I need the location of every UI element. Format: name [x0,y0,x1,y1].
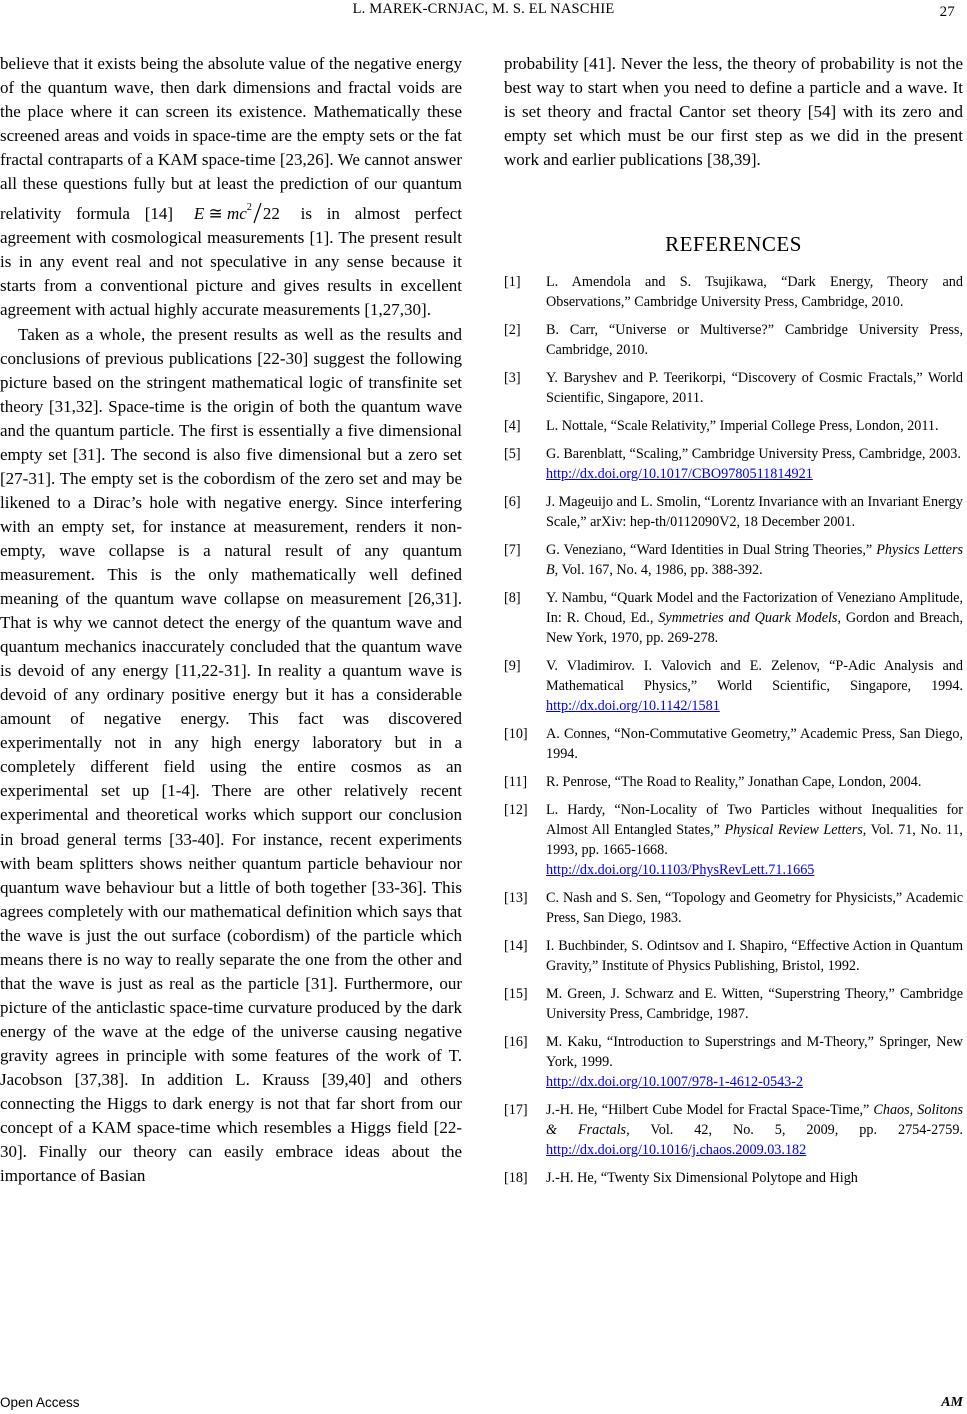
reference-number: [15] [504,986,528,1002]
reference-journal: Physical Review Letters [724,822,863,838]
reference-text: M. Green, J. Schwarz and E. Witten, “Superstring Theory,” Cambridge University Press, Cambridge, 1987. [546,986,963,1022]
reference-text: R. Penrose, “The Road to Reality,” Jonathan Cape, London, 2004. [546,774,922,790]
reference-number: [9] [504,658,521,674]
reference-item [504,724,963,764]
reference-journal: Chaos, Solitons & Fractals [546,1102,963,1138]
reference-text: Y. Baryshev and P. Teerikorpi, “Discovery of Cosmic Fractals,” World Scientific, Singapore, 2011. [546,370,963,406]
reference-number: [3] [504,370,521,386]
page-header [0,0,967,20]
reference-number: [14] [504,938,528,954]
reference-doi-link[interactable]: http://dx.doi.org/10.1142/1581 [546,698,720,714]
reference-doi-link[interactable]: http://dx.doi.org/10.1103/PhysRevLett.71.1665 [546,862,815,878]
paragraph-1 [0,52,462,323]
reference-number: [18] [504,1170,528,1186]
reference-number: [10] [504,726,528,742]
reference-number: [4] [504,418,521,434]
formula-relation: ≅ [208,204,223,224]
reference-number: [13] [504,890,528,906]
reference-item [504,1100,963,1160]
references-heading: REFERENCES [665,232,802,256]
paragraph-3: probability [41]. Never the less, the theory of probability is not the best way to start when you need to define a particle and a wave. It is set theory and fractal Cantor set theory [54] with its zero and empty set which must be our first step as we did in the present work and earlier publications [38,39]. [504,54,963,170]
reference-item [504,656,963,716]
right-column [504,52,963,172]
reference-item [504,888,963,928]
reference-doi-link[interactable]: http://dx.doi.org/10.1016/j.chaos.2009.03.182 [546,1142,807,1158]
reference-book-title: Symmetries and Quark Models [658,610,838,626]
reference-number: [7] [504,542,521,558]
reference-item [504,984,963,1024]
reference-text: L. Amendola and S. Tsujikawa, “Dark Energy, Theory and Observations,” Cambridge University Press, Cambridge, 2010. [546,274,963,310]
reference-item [504,588,963,648]
reference-item [504,772,963,792]
reference-text: L. Nottale, “Scale Relativity,” Imperial College Press, London, 2011. [546,418,939,434]
reference-text: J.-H. He, “Twenty Six Dimensional Polytope and High [546,1170,858,1186]
reference-text: C. Nash and S. Sen, “Topology and Geometry for Physicists,” Academic Press, San Diego, 1983. [546,890,963,926]
reference-number: [1] [504,274,521,290]
reference-text: M. Kaku, “Introduction to Superstrings and M-Theory,” Springer, New York, 1999. [546,1034,963,1070]
reference-number: [16] [504,1034,528,1050]
reference-text: Y. Nambu, “Quark Model and the Factorization of Veneziano Amplitude, In: R. Choud, Ed., [546,590,963,626]
reference-item [504,416,963,436]
page-number: 27 [939,4,955,20]
formula-fraction-slash-icon [253,202,262,224]
reference-item [504,1032,963,1092]
reference-item [504,368,963,408]
reference-details: , Vol. 71, No. 11, 1993, pp. 1665-1668. [546,822,963,858]
reference-number: [11] [504,774,528,790]
reference-text: G. Barenblatt, “Scaling,” Cambridge University Press, Cambridge, 2003. [546,446,961,462]
reference-text: J. Mageuijo and L. Smolin, “Lorentz Invariance with an Invariant Energy Scale,” arXiv: hep-th/0112090V2, 18 December 2001. [546,494,963,530]
paragraph-1-text-b: is in almost perfect agreement with cosmological measurements [1]. The present result is in any event real and not speculative in any sense because it starts from a conventional picture and gives results in excellent agreement with actual highly accurate measurements [1,27,30]. [0,204,462,320]
formula-denominator: 22 [262,204,280,224]
reference-number: [5] [504,446,521,462]
reference-item [504,320,963,360]
paragraph-2: Taken as a whole, the present results as well as the results and conclusions of previous publications [22-30] suggest the following picture based on the stringent mathematical logic of transfinite set theory [31,32]. Space-time is the origin of both the quantum wave and the quantum particle. The first is essentially a five dimensional empty set [31]. The second is also five dimensional but a zero set [27-31]. The empty set is the cobordism of the zero set and may be likened to a Dirac’s hole with negative energy. Since interfering with an empty set, for instance at measurement, renders it non-empty, wave collapse is a natural result of any quantum measurement. This is the only mathematically well defined meaning of the quantum wave collapse on measurement [26,31]. That is why we cannot detect the energy of the quantum wave and quantum mechanics inaccurately concluded that the quantum wave is devoid of any energy [11,22-31]. In reality a quantum wave is devoid of any ordinary positive energy but it has a considerable amount of negative energy. This fact was discovered experimentally not in any high energy laboratory but in a completely different field using the entire cosmos as an experimental set up [1-4]. There are other relatively recent experimental and theoretical works which support our conclusion in broad general terms [33-40]. For instance, recent experiments with beam splitters shows neither quantum particle behaviour nor quantum wave behaviour but a little of both together [33-36]. This agrees completely with our mathematical definition which says that the wave is just the out surface (cobordism) of the particle which means there is no way to really separate the one from the other and that the wave is just as real as the particle [31]. Furthermore, our picture of the anticlastic space-time curvature produced by the dark energy of the wave at the edge of the universe causing negative gravity agrees in principle with some features of the work of T. Jacobson [37,38]. In addition L. Krauss [39,40] and others connecting the Higgs to dark energy is not that far short from our concept of a KAM space-time which resembles a Higgs field [22-30]. Finally our theory can easily embrace ideas about the importance of Basian [0,324,462,1186]
reference-number: [17] [504,1102,528,1118]
reference-details: , Vol. 167, No. 4, 1986, pp. 388-392. [554,562,763,578]
open-access-label: Open Access [0,1395,80,1410]
running-header-authors: L. MAREK-CRNJAC, M. S. EL NASCHIE [352,1,615,17]
reference-number: [2] [504,322,521,338]
quantum-relativity-formula [188,196,286,226]
reference-details: , Vol. 42, No. 5, 2009, pp. 2754-2759. [626,1122,963,1138]
reference-text: G. Veneziano, “Ward Identities in Dual String Theories,” [546,542,873,558]
reference-number: [8] [504,590,521,606]
formula-lhs: E [193,204,205,224]
reference-item [504,1168,963,1188]
paragraph-1-text-a: believe that it exists being the absolute value of the negative energy of the quantum wave, then dark dimensions and fractal voids are the place where it can screen its existence. Mathematically these screened areas and voids in space-time are the empty sets or the fat fractal contraparts of a KAM space-time [23,26]. We cannot answer all these questions fully but at least the prediction of our quantum relativity formula [14] [0,54,462,224]
reference-item [504,492,963,532]
left-column [0,52,462,1188]
reference-details: , Gordon and Breach, New York, 1970, pp. 269-278. [546,610,964,646]
reference-text: V. Vladimirov. I. Valovich and E. Zelenov, “P-Adic Analysis and Mathematical Physics,” World Scientific, Singapore, 1994. [546,658,963,694]
reference-doi-link[interactable]: http://dx.doi.org/10.1007/978-1-4612-0543-2 [546,1074,804,1090]
reference-item [504,800,963,880]
reference-number: [12] [504,802,528,818]
reference-item [504,540,963,580]
formula-variable: mc [226,204,247,224]
reference-item [504,936,963,976]
reference-text: J.-H. He, “Hilbert Cube Model for Fractal Space-Time,” [546,1102,870,1118]
reference-journal: Physics Letters B [546,542,964,578]
reference-text: A. Connes, “Non-Commutative Geometry,” Academic Press, San Diego, 1994. [546,726,963,762]
reference-list [504,272,963,1188]
reference-text: B. Carr, “Universe or Multiverse?” Cambridge University Press, Cambridge, 2010. [546,322,963,358]
reference-doi-link[interactable]: http://dx.doi.org/10.1017/CBO9780511814921 [546,466,813,482]
formula-exponent: 2 [246,202,252,214]
reference-item [504,444,963,484]
journal-abbreviation: AM [941,1395,963,1410]
reference-item [504,272,963,312]
reference-number: [6] [504,494,521,510]
reference-text: I. Buchbinder, S. Odintsov and I. Shapiro, “Effective Action in Quantum Gravity,” Institute of Physics Publishing, Bristol, 1992. [546,938,963,974]
reference-text: L. Hardy, “Non-Locality of Two Particles without Inequalities for Almost All Entangled States,” [546,802,963,838]
